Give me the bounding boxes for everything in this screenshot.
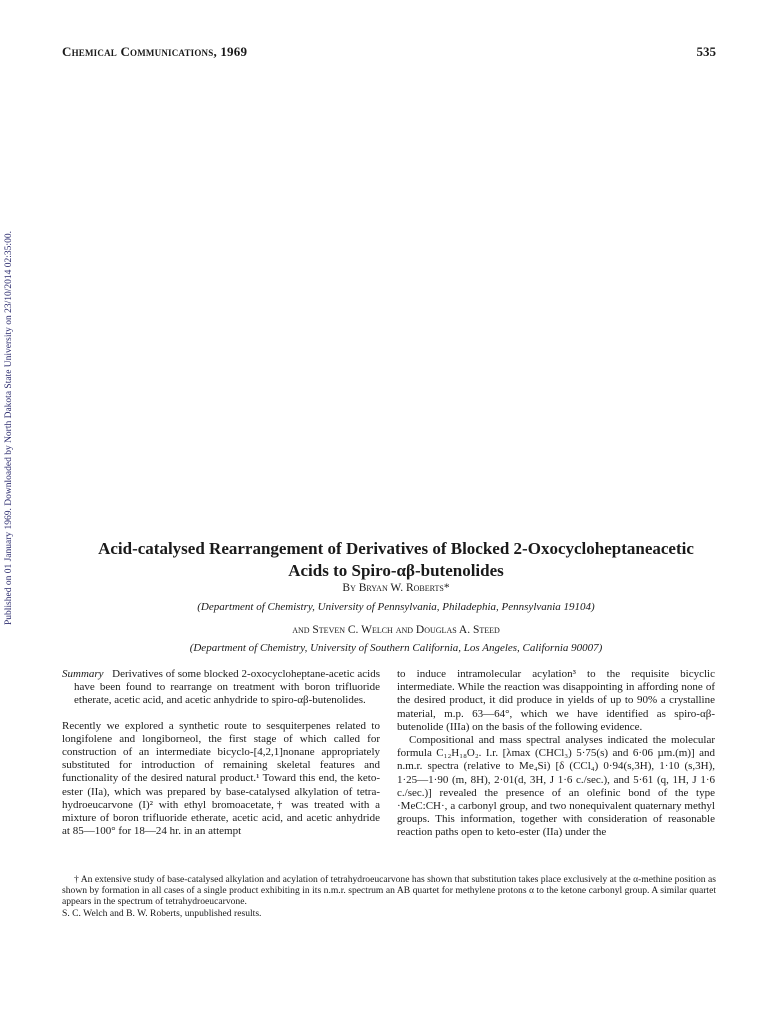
- journal-running-head: [62, 44, 247, 60]
- summary-paragraph: [62, 668, 380, 708]
- byline-primary-text: By Bryan W. Roberts*: [342, 582, 450, 594]
- download-watermark: Published on 01 January 1969. Downloaded by North Dakota State University on 23/10/2014 02:35:00.: [4, 231, 14, 625]
- summary-label: Summary: [62, 668, 104, 680]
- left-column: [62, 668, 380, 838]
- affiliation-secondary: (Department of Chemistry, University of Southern California, Los Angeles, California 90007): [189, 642, 603, 654]
- byline-secondary-text: and Steven C. Welch and Douglas A. Steed: [292, 624, 500, 636]
- page-number: 535: [696, 44, 716, 59]
- byline-primary: [40, 582, 752, 594]
- article-title: [40, 538, 752, 582]
- right-column: [397, 668, 715, 840]
- affiliation-primary: (Department of Chemistry, University of Pennsylvania, Philadephia, Pennsylvania 19104): [197, 601, 595, 613]
- footnote-dagger: † An extensive study of base-catalysed alkylation and acylation of tetrahydroeucarvone has shown that substitution takes place exclusively at the α-methine position as shown by formation in all cases of a single product exhibiting in its n.m.r. spectrum an AB quartet for methylene protons α to the ketone carbonyl group. A similar quartet appears in the spectrum of tetrahydroeucarvone.: [62, 874, 716, 908]
- footnote-reference-1: S. C. Welch and B. W. Roberts, unpublished results.: [62, 907, 262, 919]
- body-paragraph-2: to induce intramolecular acylation³ to the requisite bicyclic intermediate. While the reaction was disappointing in affording none of the desired product, it did produce in yields of up to 90% a crystalline material, m.p. 63—64°, which we have identified as spiro-αβ-butenolide (IIIa) on the basis of the following evidence.: [397, 668, 715, 733]
- article-title-line-2: Acids to Spiro-αβ-butenolides: [288, 561, 504, 580]
- journal-name: Chemical Communications, 1969: [62, 44, 248, 59]
- body-paragraph-3: Compositional and mass spectral analyses indicated the molecular formula C₁₂H₁₈O₂. I.r. [λmax (CHCl₃) 5·75(s) and 6·06 µm.(m)] and n.m.r. spectra (relative to Me₄Si) [δ (CCl₄) 0·94(s,3H), 1·10 (s,3H), 1·25—1·90 (m, 8H), 2·01(d, 3H, J 1·6 c./sec.), and 5·61 (q, 1H, J 1·6 c./sec.)] revealed the presence of an olefinic bond of the type ·MeC:CH·, a carbonyl group, and two nonequivalent quaternary methyl groups. This information, together with consideration of reasonable reaction paths open to keto-ester (IIa) under the: [397, 734, 715, 839]
- article-title-line-1: Acid-catalysed Rearrangement of Derivatives of Blocked 2-Oxocycloheptaneacetic: [98, 539, 694, 558]
- body-paragraph-1: Recently we explored a synthetic route to sesquiterpenes related to longifolene and longiborneol, the first stage of which called for construction of an intermediate bicyclo-[4,2,1]nonane appropriately substituted for introduction of remaining skeletal features and functionality of the desired natural product.¹ Toward this end, the keto-ester (IIa), which was prepared by base-catalysed alkylation of tetra-hydroeucarvone (I)² with ethyl bromoacetate,† was treated with a mixture of boron trifluoride etherate, acetic acid, and acetic anhydride at 85—100° for 18—24 hr. in an attempt: [62, 719, 380, 838]
- summary-text: Derivatives of some blocked 2-oxocycloheptane-acetic acids have been found to rearrange on treatment with boron trifluoride etherate, acetic acid, and acetic anhydride to spiro-αβ-butenolides.: [74, 668, 381, 707]
- byline-secondary: [40, 624, 752, 636]
- footnotes: [62, 874, 716, 919]
